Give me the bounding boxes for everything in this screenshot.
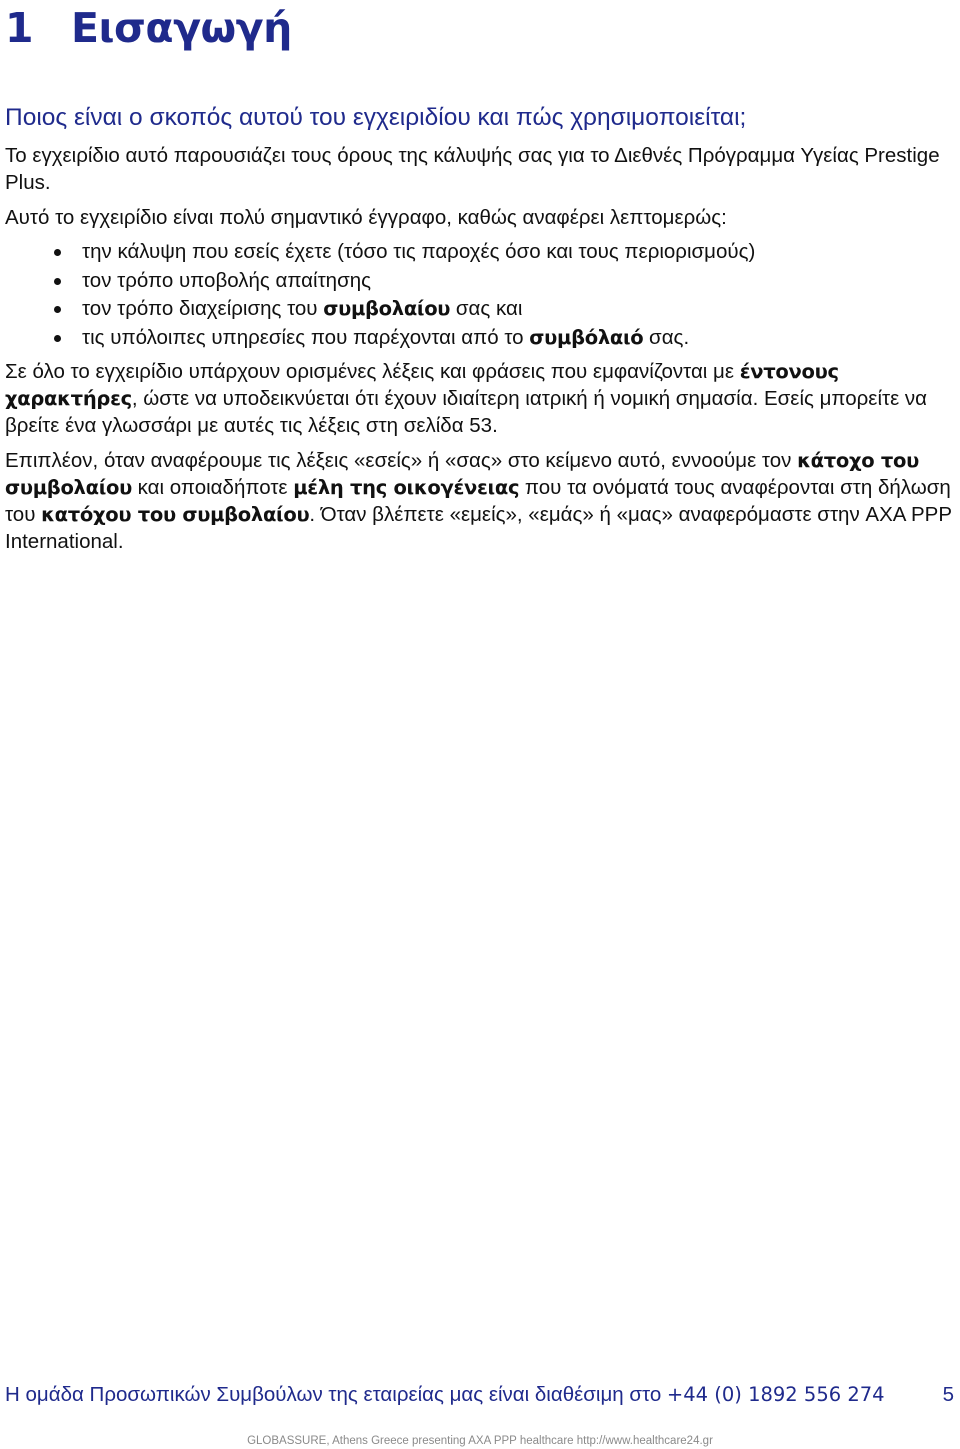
- paragraph-text: και οποιαδήποτε: [131, 476, 294, 499]
- body-content: [5, 142, 955, 555]
- list-item-text: τον τρόπο υποβολής απαίτησης: [82, 268, 372, 292]
- phone-number: +44 (0) 1892 556 274: [666, 1383, 885, 1406]
- paragraph-text: , ώστε να υποδεικνύεται ότι έχουν ιδιαίτερη ιατρική ή νομική σημασία. Εσείς μπορείτε να βρείτε ένα γλωσσάρι με αυτές τις λέξεις στη σελίδα 53.: [5, 387, 928, 437]
- bullet-icon: [54, 249, 61, 256]
- list-item-text: τον τρόπο διαχείρισης του: [82, 297, 324, 320]
- glossary-term: κατόχου του συμβολαίου: [41, 503, 310, 526]
- paragraph-text: Σε όλο το εγχειρίδιο υπάρχουν ορισμένες λέξεις και φράσεις που εμφανίζονται με: [5, 360, 740, 383]
- footer-contact-text: Η ομάδα Προσωπικών Συμβούλων της εταιρείας μας είναι διαθέσιμη στο: [5, 1383, 667, 1406]
- list-item-text: την κάλυψη που εσείς έχετε (τόσο τις παροχές όσο και τους περιορισμούς): [82, 240, 756, 263]
- list-item: [5, 238, 955, 267]
- glossary-term: συμβολαίου: [323, 297, 451, 320]
- bullet-icon: [54, 335, 61, 342]
- glossary-term: κάτοχο του συμβολαίου: [5, 449, 919, 499]
- list-item: [5, 324, 955, 353]
- chapter-number: 1: [5, 4, 34, 52]
- paragraph-text: που τα ονόματά τους αναφέρονται στη δήλωση του: [5, 476, 951, 526]
- definitions-paragraph: [5, 447, 955, 555]
- list-item-text: σας.: [643, 325, 690, 349]
- glossary-term: έντονους χαρακτήρες: [5, 360, 839, 410]
- glossary-term: συμβόλαιό: [529, 325, 644, 349]
- chapter-title-text: Εισαγωγή: [71, 4, 292, 52]
- page-number: 5: [942, 1383, 954, 1406]
- list-item: [5, 267, 955, 296]
- details-lead-paragraph: Αυτό το εγχειρίδιο είναι πολύ σημαντικό έγγραφο, καθώς αναφέρει λεπτομερώς:: [5, 206, 727, 229]
- glossary-term: μέλη της οικογένειας: [293, 476, 520, 499]
- list-item-text: τις υπόλοιπες υπηρεσίες που παρέχονται από το: [82, 325, 530, 349]
- paragraph-text: . Όταν βλέπετε «εμείς», «εμάς» ή «μας» αναφερόμαστε στην AXA PPP International.: [5, 503, 952, 553]
- intro-paragraph: Το εγχειρίδιο αυτό παρουσιάζει τους όρους της κάλυψής σας για το Διεθνές Πρόγραμμα Υγείας Prestige Plus.: [5, 144, 940, 194]
- section-heading: Ποιος είναι ο σκοπός αυτού του εγχειριδίου και πώς χρησιμοποιείται;: [5, 104, 747, 131]
- footer-credit: GLOBASSURE, Athens Greece presenting AXA PPP healthcare http://www.healthcare24.gr: [247, 1435, 713, 1447]
- list-item: [5, 295, 955, 324]
- footer-contact-line: [5, 1381, 955, 1409]
- bullet-icon: [54, 306, 61, 313]
- list-item-text: σας και: [450, 297, 523, 320]
- chapter-title: [5, 2, 292, 54]
- details-bullet-list: [5, 238, 955, 352]
- bold-terms-paragraph: [5, 358, 955, 439]
- bullet-icon: [54, 278, 61, 285]
- paragraph-text: Επιπλέον, όταν αναφέρουμε τις λέξεις «εσείς» ή «σας» στο κείμενο αυτό, εννοούμε τον: [5, 449, 798, 472]
